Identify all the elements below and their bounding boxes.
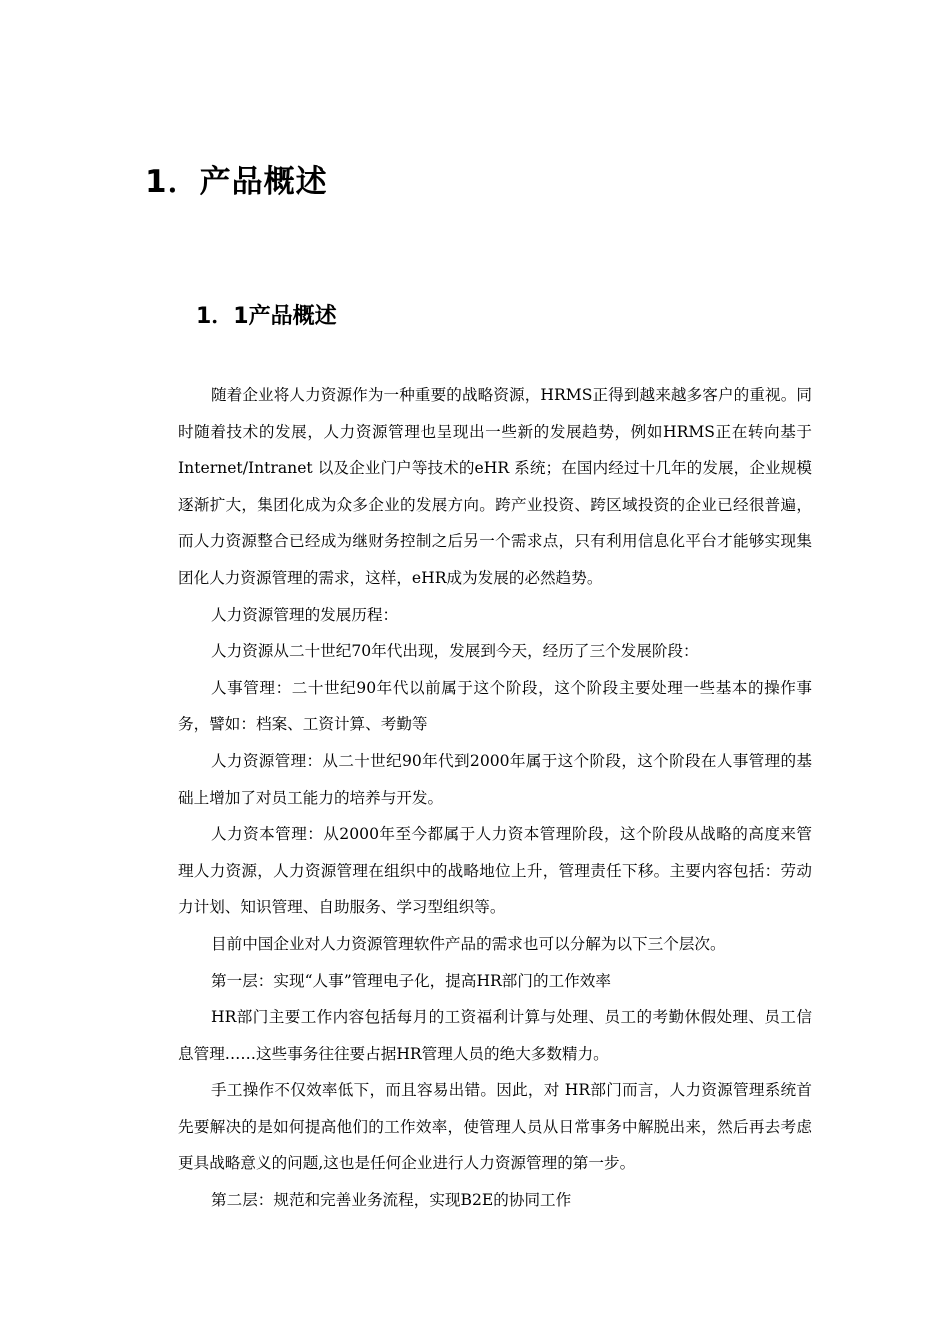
chapter-heading: 1．产品概述 xyxy=(145,164,328,200)
paragraph: 人力资源管理的发展历程： xyxy=(211,605,399,624)
section-heading: 1．1产品概述 xyxy=(196,304,337,329)
paragraph: 人力资源从二十世纪70年代出现，发展到今天，经历了三个发展阶段： xyxy=(211,642,699,661)
paragraph: 人事管理：二十世纪90年代以前属于这个阶段，这个阶段主要处理一些基本的操作事务，譬如：档案、工资计算、考勤等 xyxy=(178,678,812,734)
paragraph: 人力资源管理：从二十世纪90年代到2000年属于这个阶段，这个阶段在人事管理的基础上增加了对员工能力的培养与开发。 xyxy=(178,751,812,807)
paragraph: 手工操作不仅效率低下，而且容易出错。因此，对 HR部门而言，人力资源管理系统首先要解决的是如何提高他们的工作效率，使管理人员从日常事务中解脱出来，然后再去考虑更具战略意义的问题,这也是任何企业进行人力资源管理的第一步。 xyxy=(178,1081,812,1173)
body-text xyxy=(178,377,812,1219)
paragraph: 第二层：规范和完善业务流程，实现B2E的协同工作 xyxy=(211,1191,572,1210)
paragraph: 第一层：实现“人事”管理电子化，提高HR部门的工作效率 xyxy=(211,971,611,990)
paragraph: 人力资本管理：从2000年至今都属于人力资本管理阶段，这个阶段从战略的高度来管理人力资源，人力资源管理在组织中的战略地位上升，管理责任下移。主要内容包括：劳动力计划、知识管理、自助服务、学习型组织等。 xyxy=(178,825,812,917)
paragraph: 随着企业将人力资源作为一种重要的战略资源，HRMS正得到越来越多客户的重视。同时随着技术的发展，人力资源管理也呈现出一些新的发展趋势，例如HRMS正在转向基于Internet/Intranet 以及企业门户等技术的eHR 系统；在国内经过十几年的发展，企业规模逐渐扩大，集团化成为众多企业的发展方向。跨产业投资、跨区域投资的企业已经很普遍，而人力资源整合已经成为继财务控制之后另一个需求点，只有利用信息化平台才能够实现集团化人力资源管理的需求，这样，eHR成为发展的必然趋势。 xyxy=(178,386,812,587)
paragraph: HR部门主要工作内容包括每月的工资福利计算与处理、员工的考勤休假处理、员工信息管理……这些事务往往要占据HR管理人员的绝大多数精力。 xyxy=(178,1008,812,1063)
paragraph: 目前中国企业对人力资源管理软件产品的需求也可以分解为以下三个层次。 xyxy=(211,934,726,953)
